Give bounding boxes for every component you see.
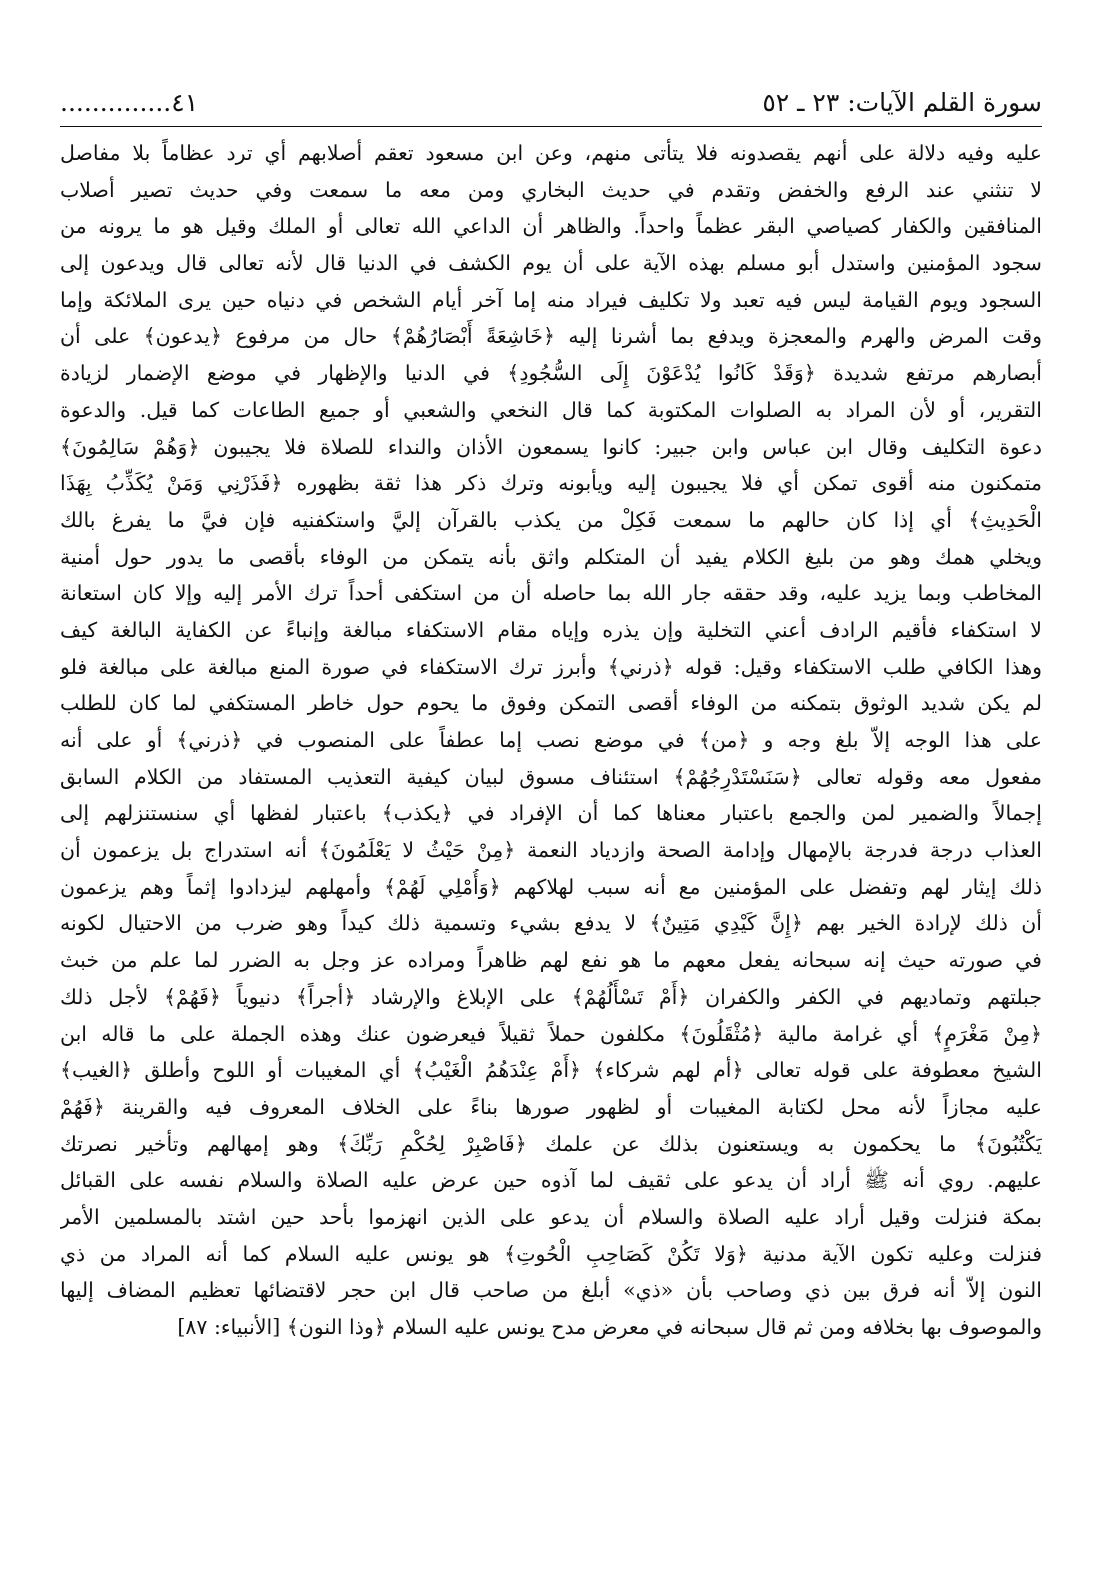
text-line: عليه مجازاً لأنه محل لكتابة المغيبات أو لظهور صورها بناءً على الخلاف المعروف فيه والقرينة ﴿فَهُمْ (60, 1094, 1042, 1119)
text-line: فنزلت وعليه تكون الآية مدنية ﴿وَلا تَكُنْ كَصَاحِبِ الْحُوتِ﴾ هو يونس عليه السلام كما أنه المراد من ذي (60, 1241, 1042, 1266)
text-line: والموصوف بها بخلافه ومن ثم قال سبحانه في معرض مدح يونس عليه السلام ﴿وذا النون﴾ [الأنبياء: ٨٧] (177, 1315, 1042, 1339)
text-line: وقت المرض والهرم والمعجزة ويدفع بما أشرنا إليه ﴿خَاشِعَةً أَبْصَارُهُمْ﴾ حال من مرفوع ﴿يدعون﴾ على أن (60, 324, 1042, 349)
text-line: على هذا الوجه إلاّ بلغ وجه و ﴿من﴾ في موضع نصب إما عطفاً على المنصوب في ﴿ذرني﴾ أو على أنه (60, 728, 1042, 752)
text-line: العذاب درجة فدرجة بالإمهال وإدامة الصحة وازدياد النعمة ﴿مِنْ حَيْثُ لا يَعْلَمُونَ﴾ أنه استدراج بل يزعمون أن (60, 838, 1042, 863)
page-header (60, 82, 1042, 127)
document-page (60, 82, 1042, 1346)
text-line: الشيخ معطوفة على قوله تعالى ﴿أم لهم شركاء﴾ ﴿أَمْ عِنْدَهُمُ الْغَيْبُ﴾ أي المغيبات أو اللوح وأطلق ﴿الغيب﴾ (60, 1058, 1042, 1083)
text-line: مفعول معه وقوله تعالى ﴿سَنَسْتَدْرِجُهُمْ﴾ استئناف مسوق لبيان كيفية التعذيب المستفاد من الكلام السابق (60, 764, 1042, 789)
text-line: لا استكفاء فأقيم الرادف أعني التخلية وإن يذره وإياه مقام الاستكفاء مبالغة وإنباءً عن الكفاية البالغة كيف (60, 617, 1042, 642)
text-line: المنافقين والكفار كصياصي البقر عظماً واحداً. والظاهر أن الداعي الله تعالى أو الملك وقيل هو ما يرونه من (60, 214, 1042, 239)
text-line: عليه وفيه دلالة على أنهم يقصدونه فلا يتأتى منهم، وعن ابن مسعود تعقم أصلابهم أي ترد عظاماً بلا مفاصل (60, 141, 1042, 165)
text-line: دعوة التكليف وقال ابن عباس وابن جبير: كانوا يسمعون الأذان والنداء للصلاة فلا يجيبون ﴿وَهُمْ سَالِمُونَ﴾ (60, 434, 1042, 459)
text-line: يَكْتُبُونَ﴾ ما يحكمون به ويستعنون بذلك عن علمك ﴿فَاصْبِرْ لِحُكْمِ رَبِّكَ﴾ وهو إمهالهم وتأخير نصرتك (60, 1131, 1042, 1156)
text-line: متمكنون منه أقوى تمكن أي فلا يجيبون إليه ويأبونه وترك ذكر هذا ثقة بظهوره ﴿فَذَرْنِي وَمَنْ يُكَذِّبُ بِهَذَا (60, 471, 1042, 496)
text-line: النون إلاّ أنه فرق بين ذي وصاحب بأن «ذي» أبلغ من صاحب قال ابن حجر لاقتضائها تعظيم المضاف إليها (60, 1278, 1042, 1303)
commentary-text (60, 135, 1042, 1346)
text-line: ويخلي همك وهو من بليغ الكلام يفيد أن المتكلم واثق بأنه يتمكن من الوفاء بأقصى ما يدور حول أمنية (60, 544, 1042, 569)
text-line: وهذا الكافي طلب الاستكفاء وقيل: قوله ﴿ذرني﴾ وأبرز ترك الاستكفاء في صورة المنع مبالغة على مبالغة فلو (60, 654, 1042, 679)
text-line: في صورته حيث إنه سبحانه يفعل معهم ما هو نفع لهم ظاهراً ومراده عز وجل به الضرر لما علم من خبث (60, 948, 1042, 973)
text-line: بمكة فنزلت وقيل أراد عليه الصلاة والسلام أن يدعو على الذين انهزموا بأحد حين اشتد بالمسلمين الأمر (60, 1204, 1042, 1229)
text-line: لم يكن شديد الوثوق بتمكنه من الوفاء أقصى التمكن وفوق ما يحوم حول خاطر المستكفي لما كان للطلب (60, 691, 1042, 716)
text-line: أن ذلك لإرادة الخير بهم ﴿إِنَّ كَيْدِي مَتِينٌ﴾ لا يدفع بشيء وتسمية ذلك كيداً وهو ضرب من الاحتيال لكونه (60, 911, 1042, 936)
text-line: ﴿مِنْ مَغْرَمٍ﴾ أي غرامة مالية ﴿مُثْقَلُونَ﴾ مكلفون حملاً ثقيلاً فيعرضون عنك وهذه الجملة على ما قاله ابن (60, 1021, 1042, 1046)
text-line: عليهم. روي أنه ﷺ أراد أن يدعو على ثقيف لما آذوه حين عرض عليه الصلاة والسلام نفسه على القبائل (60, 1168, 1042, 1193)
text-line: الْحَدِيثِ﴾ أي إذا كان حالهم ما سمعت فَكِلْ من يكذب بالقرآن إليَّ واستكفنيه فإن فيَّ ما يفرغ بالك (60, 507, 1042, 532)
text-line: ذلك إيثار لهم وتفضل على المؤمنين مع أنه سبب لهلاكهم ﴿وَأُمْلِي لَهُمْ﴾ وأمهلهم ليزدادوا إثماً وهم يزعمون (60, 874, 1042, 899)
text-line: السجود ويوم القيامة ليس فيه تعبد ولا تكليف فيراد منه إما آخر أيام الشخص في دنياه حين يرى الملائكة وإما (60, 287, 1042, 312)
text-line: جبلتهم وتماديهم في الكفر والكفران ﴿أَمْ تَسْأَلُهُمْ﴾ على الإبلاغ والإرشاد ﴿أجراً﴾ دنيوياً ﴿فَهُمْ﴾ لأجل ذلك (60, 984, 1042, 1009)
text-line: إجمالاً والضمير لمن والجمع باعتبار معناها كما أن الإفراد في ﴿يكذب﴾ باعتبار لفظها أي سنستنزلهم إلى (60, 801, 1042, 826)
text-line: التقرير، أو لأن المراد به الصلوات المكتوبة كما قال النخعي والشعبي أو جميع الطاعات كما قيل. والدعوة (60, 397, 1042, 422)
page-number: ٤١.............. (60, 88, 199, 117)
text-line: المخاطب وبما يزيد عليه، وقد حققه جار الله بما حاصله أن من استكفى أحداً ترك الأمر إليه وإلا كان استعانة (60, 581, 1042, 606)
surah-title: سورة القلم الآيات: ٢٣ ـ ٥٢ (762, 88, 1042, 117)
text-line: أبصارهم مرتفع شديدة ﴿وَقَدْ كَانُوا يُدْعَوْنَ إِلَى السُّجُودِ﴾ في الدنيا والإظهار في موضع الإضمار لزيادة (60, 361, 1042, 386)
text-line: لا تنثني عند الرفع والخفض وتقدم في حديث البخاري ومن معه ما سمعت وفي حديث تصير أصلاب (60, 177, 1042, 202)
text-line: سجود المؤمنين واستدل أبو مسلم بهذه الآية على أن يوم الكشف في الدنيا قال لأنه تعالى قال ويدعون إلى (60, 251, 1042, 276)
